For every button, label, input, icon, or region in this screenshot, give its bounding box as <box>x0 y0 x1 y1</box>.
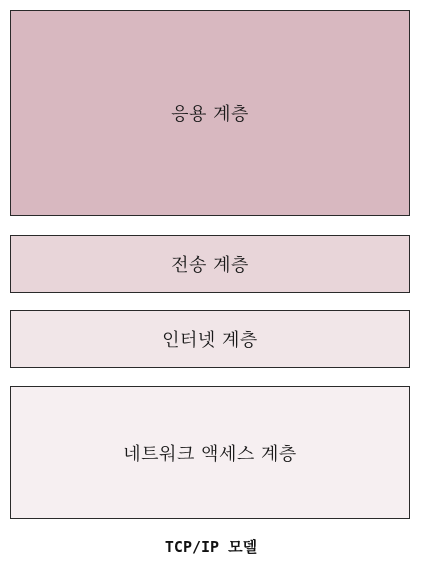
internet-layer-label: 인터넷 계층 <box>162 330 258 351</box>
application-layer-label: 응용 계층 <box>171 104 249 125</box>
network-access-layer-label: 네트워크 액세스 계층 <box>123 443 297 465</box>
application-layer-box <box>10 10 410 216</box>
transport-layer-label: 전송 계층 <box>171 255 249 276</box>
diagram-caption: TCP/IP 모델 <box>164 538 258 556</box>
internet-layer-box <box>10 310 410 368</box>
network-access-layer-box <box>10 386 410 519</box>
transport-layer-box <box>10 235 410 293</box>
